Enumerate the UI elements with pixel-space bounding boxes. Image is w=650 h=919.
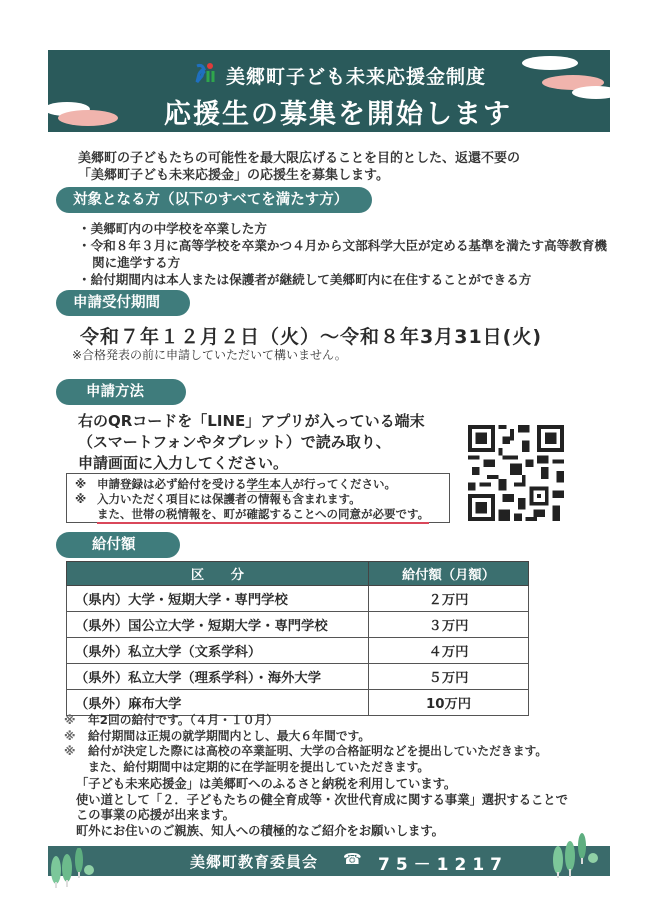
intro-line: 「美郷町子ども未来応援金」の応援生を募集します。 <box>78 168 389 183</box>
closing-line: 使い道として「２．子どもたちの健全育成等・次世代育成に関する事業」選択することで <box>76 792 568 807</box>
closing-line: 「子ども未来応援金」は美郷町へのふるさと納税を利用しています。 <box>76 777 457 791</box>
closing-line: 町外にお住いのご親族、知人への積極的なご紹介をお願いします。 <box>76 823 444 838</box>
closing-line: この事業の応援が出来ます。 <box>76 808 235 822</box>
note-mark: ※ <box>75 492 87 506</box>
note-row <box>75 492 441 507</box>
list-item: ・美郷町内の中学校を卒業した方 <box>78 221 267 236</box>
category-cell: （県外）私立大学（文系学科） <box>67 638 369 664</box>
amount-cell: ２万円 <box>369 586 529 612</box>
note-mark-spacer <box>75 507 97 524</box>
page-title: 応援生の募集を開始します <box>164 99 512 130</box>
method-line: （スマートフォンやタブレット）で読み取り、 <box>78 433 391 451</box>
method-instructions <box>78 411 425 474</box>
amount-cell: ５万円 <box>369 664 529 690</box>
application-notes-box <box>66 473 450 523</box>
note-consent-emphasis: また、世帯の税情報を、町が確認することへの同意が必要です。 <box>97 507 429 524</box>
note-text-part: 申請登録は必ず給付を受ける <box>97 477 247 491</box>
footnote-row <box>64 729 547 745</box>
amount-cell: ４万円 <box>369 638 529 664</box>
footer-banner <box>48 846 610 876</box>
table-row <box>67 586 529 612</box>
amount-cell: ３万円 <box>369 612 529 638</box>
method-line: 右のQRコードを「LINE」アプリが入っている端末 <box>78 412 425 430</box>
note-text-part: が行ってください。 <box>292 477 396 491</box>
footnote-text: 年2回の給付です。（４月・１０月） <box>88 713 279 727</box>
note-emphasis: 学生本人 <box>246 477 293 491</box>
town-logo-icon <box>194 62 216 84</box>
footnote-row <box>64 713 547 729</box>
footnote-text: 給付が決定した際には高校の卒業証明、大学の合格証明などを提出していただきます。 <box>88 744 548 758</box>
qr-code-icon[interactable] <box>468 425 564 521</box>
phone-icon: ☎ <box>343 850 362 868</box>
footnote-mark: ※ <box>64 744 76 758</box>
organization-name: 美郷町教育委員会 <box>190 853 319 871</box>
note-row <box>75 507 441 524</box>
intro-line: 美郷町の子どもたちの可能性を最大限広げることを目的とした、返還不要の <box>78 151 521 166</box>
note-text: 入力いただく項目には保護者の情報も含まれます。 <box>97 492 361 506</box>
period-heading: 申請受付期間 <box>56 290 190 316</box>
header-banner <box>48 50 610 132</box>
cloud-decoration <box>58 110 118 126</box>
eligibility-list <box>78 220 608 288</box>
application-period-dates: 令和７年１２月２日（火）～令和８年3月31日(火) <box>80 326 543 348</box>
payment-table <box>66 561 529 716</box>
column-header-category: 区 分 <box>67 562 369 586</box>
table-row <box>67 612 529 638</box>
footnote-row <box>64 760 547 776</box>
category-cell: （県外）私立大学（理系学科）・海外大学 <box>67 664 369 690</box>
closing-message <box>76 777 568 839</box>
note-mark: ※ <box>75 477 87 491</box>
footnote-text: また、給付期間中は定期的に在学証明を提出していただきます。 <box>88 759 430 774</box>
note-text <box>97 477 396 492</box>
period-note: ※合格発表の前に申請していただいて構いません。 <box>72 348 347 362</box>
table-row <box>67 690 529 716</box>
intro-text <box>78 150 520 184</box>
list-item: ・令和８年３月に高等学校を卒業かつ４月から文部科学大臣が定める基準を満たす高等教育機関に進学する方 <box>78 238 607 270</box>
footnote-mark-spacer <box>64 760 88 776</box>
footnote-mark: ※ <box>64 728 76 743</box>
table-header-row <box>67 562 529 586</box>
list-item: ・給付期間内は本人または保護者が継続して美郷町内に在住することができる方 <box>78 272 532 287</box>
method-heading: 申請方法 <box>56 379 186 405</box>
column-header-amount: 給付額（月額） <box>369 562 529 586</box>
amount-cell: 10万円 <box>369 690 529 716</box>
tree-decoration-icon <box>552 832 600 880</box>
cloud-decoration <box>572 86 620 99</box>
note-row <box>75 477 441 492</box>
table-row <box>67 664 529 690</box>
phone-number[interactable]: 75－1217 <box>378 855 508 875</box>
eligibility-heading: 対象となる方（以下のすべてを満たす方） <box>56 187 372 213</box>
footnote-mark: ※ <box>64 713 76 727</box>
table-row <box>67 638 529 664</box>
category-cell: （県内）大学・短期大学・専門学校 <box>67 586 369 612</box>
payment-heading: 給付額 <box>56 532 180 558</box>
footnote-text: 給付期間は正規の就学期間内とし、最大６年間です。 <box>88 728 371 743</box>
cloud-decoration <box>522 56 578 70</box>
method-line: 申請画面に入力してください。 <box>78 454 289 472</box>
program-subtitle: 美郷町子ども未来応援金制度 <box>226 66 487 88</box>
category-cell: （県外）国公立大学・短期大学・専門学校 <box>67 612 369 638</box>
footnote-row <box>64 744 547 760</box>
tree-decoration-icon <box>50 848 94 890</box>
payment-footnotes <box>64 713 547 775</box>
category-cell: （県外）麻布大学 <box>67 690 369 716</box>
